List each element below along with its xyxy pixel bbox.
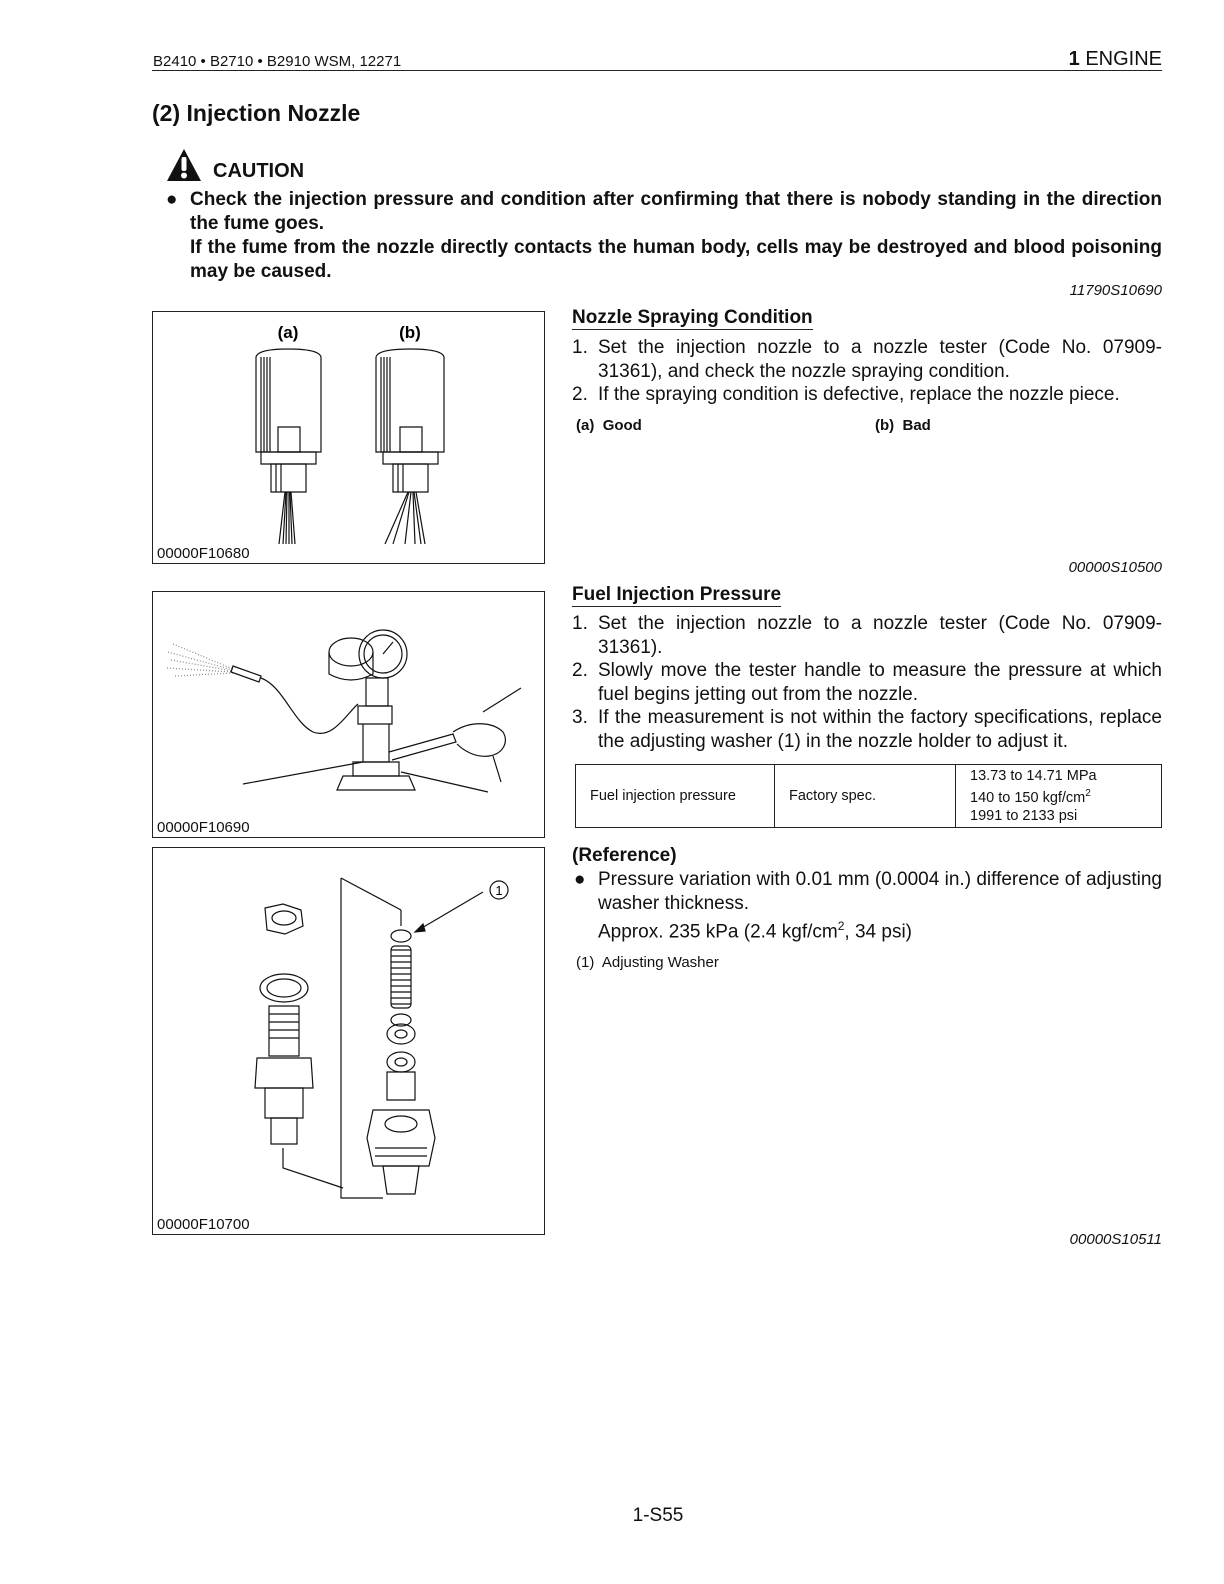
- figure-nozzle-tester: [152, 591, 545, 838]
- list-item: 2. If the spraying condition is defective, replace the nozzle piece.: [572, 384, 1120, 405]
- legend-good: (a) Good: [576, 417, 642, 434]
- nozzle-good: [256, 349, 321, 544]
- retaining-nut: [265, 904, 303, 934]
- list-item: 3. If the measurement is not within the factory specifications, replace the adjusting washer (1) in the nozzle holder to adjust it.: [572, 707, 1162, 752]
- header-rule: [152, 70, 1162, 71]
- spraying-code: 00000S10500: [1068, 559, 1162, 576]
- warning-triangle-icon: [165, 147, 203, 183]
- list-item: 1. Set the injection nozzle to a nozzle tester (Code No. 07909-31361), and check the nozzle spraying condition.: [572, 337, 1162, 382]
- spraying-steps: [572, 336, 1162, 407]
- figure-code: 00000F10700: [157, 1216, 250, 1233]
- bullet-icon: ●: [574, 869, 586, 890]
- caution-label: CAUTION: [213, 160, 305, 182]
- list-item: 2. Slowly move the tester handle to measure the pressure at which fuel begins jetting out from the nozzle.: [572, 660, 1162, 705]
- callout-number: 1: [495, 883, 503, 898]
- spec-table: [575, 764, 1162, 828]
- spray-mist: [167, 644, 233, 676]
- reference-title: (Reference): [572, 845, 677, 866]
- pressure-code: 00000S10511: [1069, 1231, 1162, 1248]
- header-section-number: 1: [1068, 48, 1080, 70]
- spec-values: 13.73 to 14.71 MPa 140 to 150 kgf/$cm^2$ 1991 to 2133 psi: [956, 765, 1162, 828]
- spec-item: Fuel injection pressure: [576, 765, 775, 828]
- nozzle-spray-illustration: [153, 312, 544, 563]
- page-number: 1-S55: [632, 1505, 684, 1526]
- figure-code: 00000F10690: [157, 819, 250, 836]
- figure-code: 00000F10680: [157, 545, 250, 562]
- adjusting-washer: [391, 930, 411, 942]
- reference-body: ● Pressure variation with 0.01 mm (0.0004 in.) difference of adjusting washer thickness. Approx. 235 kPa (2.4 kgf/$cm^2$, 34 psi): [574, 869, 1162, 943]
- spraying-section: [572, 307, 813, 329]
- pressure-title: Fuel Injection Pressure: [572, 584, 782, 605]
- bullet-icon: ●: [166, 189, 178, 210]
- spring: [391, 946, 411, 1008]
- caution-code: 11790S10690: [1069, 282, 1162, 299]
- nozzle-tester-illustration: [153, 592, 544, 837]
- nozzle-bad: [376, 349, 444, 544]
- legend-adjusting-washer: (1) Adjusting Washer: [576, 954, 719, 971]
- table-row: [576, 765, 1162, 828]
- spraying-title: Nozzle Spraying Condition: [572, 307, 813, 328]
- header-section: [1069, 48, 1162, 71]
- caution-line-2: If the fume from the nozzle directly contacts the human body, cells may be destroyed and blood poisoning may be caused.: [190, 237, 1162, 282]
- caution-line-1: Check the injection pressure and condition after confirming that there is nobody standing in the direction the fume goes.: [190, 189, 1162, 234]
- header-section-name: ENGINE: [1085, 48, 1162, 70]
- label-good: (a): [277, 323, 299, 342]
- pressure-steps: [572, 612, 1162, 753]
- label-bad: (b): [399, 323, 421, 342]
- nozzle-nut: [367, 1110, 435, 1166]
- nozzle-exploded-illustration: [153, 848, 544, 1234]
- caution-heading: [165, 146, 304, 183]
- figure-nozzle-exploded: [152, 847, 545, 1235]
- pressure-section: [572, 584, 781, 606]
- figure-spray-pattern: [152, 311, 545, 564]
- callout-1: [490, 881, 508, 899]
- caution-text: [166, 188, 1162, 284]
- header-model-line: B2410 • B2710 • B2910 WSM, 12271: [153, 53, 402, 70]
- legend-bad: (b) Bad: [875, 417, 931, 434]
- spec-label: Factory spec.: [775, 765, 956, 828]
- section-title: (2) Injection Nozzle: [152, 100, 361, 126]
- list-item: 1. Set the injection nozzle to a nozzle tester (Code No. 07909-31361).: [572, 613, 1162, 658]
